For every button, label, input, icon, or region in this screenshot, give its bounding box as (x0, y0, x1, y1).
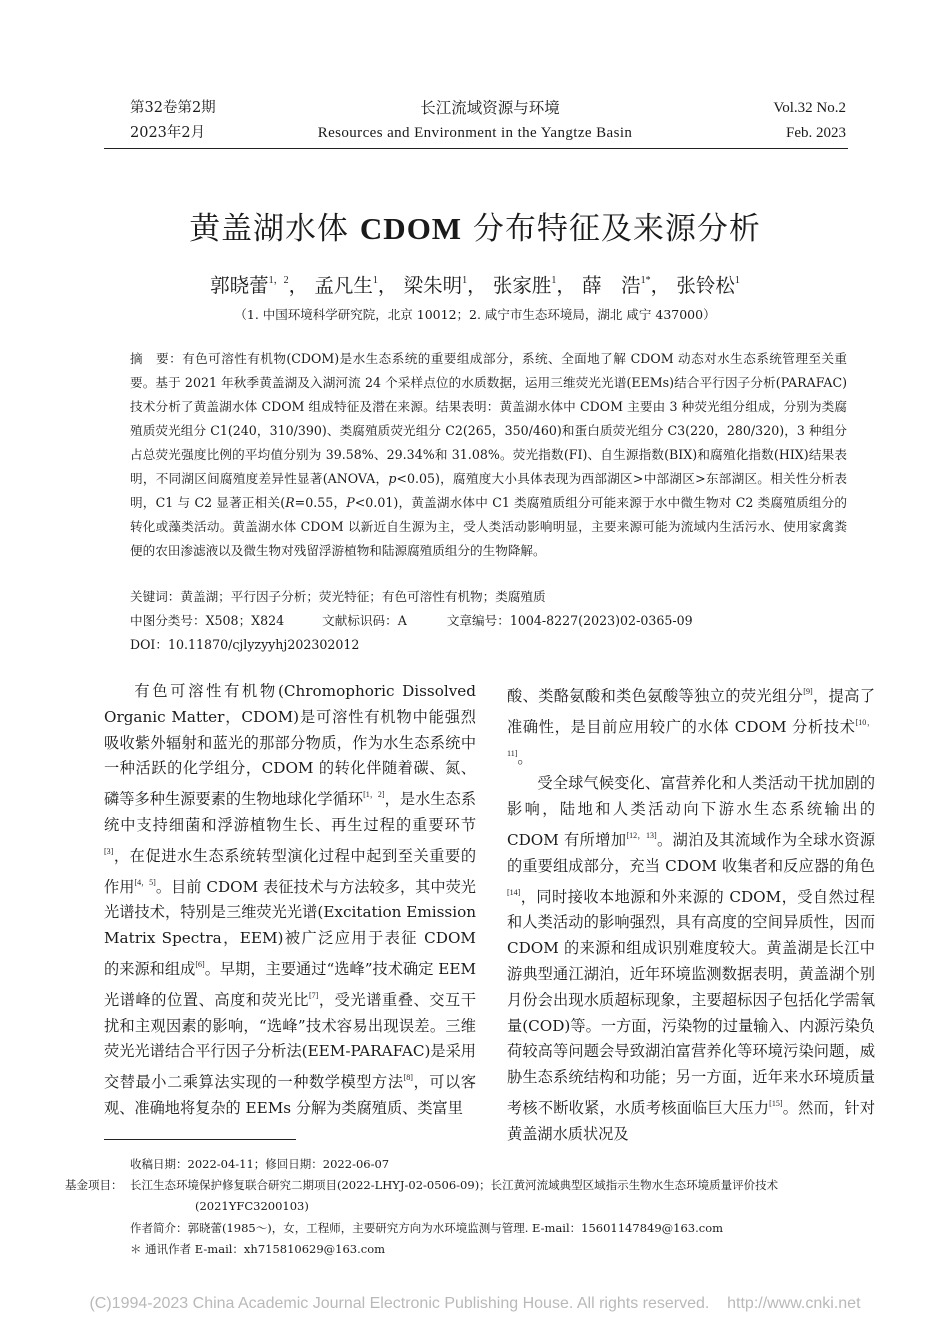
footnote-rule (104, 1139, 296, 1140)
author: 薛 浩$^{1*}$， (582, 274, 671, 297)
doi-value[interactable]: 10.11870/cjlyzyyhj202302012 (168, 637, 360, 652)
header-journal-cn: 长江流域资源与环境 (420, 99, 560, 117)
footnote-fund: 基金项目： 长江生态环境保护修复联合研究二期项目(2022-LHYJ-02-0506-09)；长江黄河流域典型区域指示生物水生态环境质量评价技术(2021YFC3200103) (65, 1178, 779, 1213)
citation[interactable]: [15] (769, 1098, 783, 1108)
citation[interactable]: [9] (803, 687, 813, 696)
footnote-corresponding: ＊ 通讯作者 E-mail：xh715810629@163.com (130, 1242, 386, 1256)
citation[interactable]: [14] (507, 887, 521, 897)
title-part-1: 黄盖湖水体 (189, 211, 360, 247)
corresponding-email[interactable]: xh715810629@163.com (243, 1242, 386, 1256)
citation[interactable]: [12，13] (626, 830, 657, 840)
doi: DOI：10.11870/cjlyzyyhj202302012 (130, 637, 360, 652)
header-journal-en: Resources and Environment in the Yangtze Basin (317, 125, 633, 141)
citation[interactable]: [10，11] (507, 717, 875, 758)
citation[interactable]: [7] (309, 990, 319, 1000)
title-part-2: CDOM (359, 211, 463, 246)
author: 郭晓蕾$^{1,2}$， (210, 274, 309, 297)
header-rule (104, 148, 848, 149)
classification: 中图分类号：X508；X824 文献标识码：A 文章编号：1004-8227(2023)02-0365-09 (130, 613, 693, 628)
keywords: 关键词：黄盖湖；平行因子分析；荧光特征；有色可溶性有机物；类腐殖质 (130, 589, 546, 604)
citation[interactable]: [8] (403, 1073, 413, 1083)
author: 张铃松$^1$ (676, 274, 740, 297)
paragraph: 酸、类酪氨酸和类色氨酸等独立的荧光组分[9]，提高了准确性，是目前应用较广的水体 CDOM 分析技术[10，11]。 (507, 687, 876, 767)
title-part-3: 分布特征及来源分析 (462, 211, 761, 247)
paragraph: 有色可溶性有机物(Chromophoric Dissolved Organic Matter，CDOM)是可溶性有机物中能强烈吸收紫外辐射和蓝光的那部分物质，作为水生态系统中一种活跃的化学组分，CDOM 的转化伴随着碳、氮、磷等多种生源要素的生物地球化学循环[1，2]，是水生态系统中支持细菌和浮游植物生长、再生过程的重要环节[3]，在促进水生态系统转型演化过程中起到至关重要的作用[4，5]。目前 CDOM 表征技术与方法较多，其中荧光光谱技术，特别是三维荧光光谱(Excitation Emission Matrix Spectra，EEM)被广泛应用于表征 CDOM 的来源和组成[6]。早期，主要通过“选峰”技术确定 EEM 光谱峰的位置、高度和荧光比[7]，受光谱重叠、交互干扰和主观因素的影响，“选峰”技术容易出现误差。三维荧光光谱结合平行因子分析法(EEM-PARAFAC)是采用交替最小二乘算法实现的一种数学模型方法[8]，可以客观、准确地将复杂的 EEMs 分解为类腐殖质、类富里 (104, 682, 477, 1117)
footnote-bio: 作者简介：郭晓蕾(1985～)，女，工程师，主要研究方向为水环境监测与管理. E-mail：15601147849@163.com (130, 1221, 724, 1235)
paragraph: 受全球气候变化、富营养化和人类活动干扰加剧的影响，陆地和人类活动向下游水生态系统输出的 CDOM 有所增加[12，13]。湖泊及其流域作为全球水资源的重要组成部分，充当 CDOM 收集者和反应器的角色[14]，同时接收本地源和外来源的 CDOM，受自然过程和人类活动的影响强烈，具有高度的空间异质性，因而 CDOM 的来源和组成识别难度较大。黄盖湖是长江中游典型通江湖泊，近年环境监测数据表明，黄盖湖个别月份会出现水质超标现象，主要超标因子包括化学需氧量(COD)等。一方面，污染物的过量输入、内源污染负荷较高等问题会导致湖泊富营养化等环境污染问题，威胁生态系统结构和功能；另一方面，近年来水环境质量考核不断收紧，水质考核面临巨大压力[15]。然而，针对黄盖湖水质状况及 (507, 774, 876, 1143)
article-title (0, 203, 950, 248)
affiliation: （1. 中国环境科学研究院，北京 10012；2. 咸宁市生态环境局，湖北 咸宁 437000） (234, 307, 716, 322)
header-date-cn: 2023年2月 (130, 125, 206, 141)
author: 梁朱明$^1$， (403, 274, 487, 297)
body-right-column (507, 679, 875, 1148)
header-volume-cn: 第32卷第2期 (130, 100, 216, 116)
citation[interactable]: [6] (195, 959, 205, 969)
citation[interactable]: [4，5] (134, 877, 156, 887)
body-left-column (104, 679, 476, 1122)
citation[interactable]: [3] (104, 846, 114, 856)
copyright-notice: (C)1994-2023 China Academic Journal Electronic Publishing House. All rights reserved. http://www.cnki.net (89, 1295, 861, 1312)
header-date-en: Feb. 2023 (786, 125, 846, 141)
author-list (0, 270, 950, 298)
header-volume-en: Vol.32 No.2 (773, 100, 846, 116)
citation[interactable]: [1，2] (363, 790, 385, 800)
abstract-label: 摘 要： (130, 351, 183, 366)
author: 孟凡生$^1$， (314, 274, 398, 297)
footnote-received: 收稿日期：2022-04-11；修回日期：2022-06-07 (130, 1157, 390, 1171)
keywords-label: 关键词： (130, 589, 181, 604)
author: 张家胜$^1$， (492, 274, 576, 297)
abstract: 摘 要：有色可溶性有机物(CDOM)是水生态系统的重要组成部分，系统、全面地了解 CDOM 动态对水生态系统管理至关重要。基于 2021 年秋季黄盖湖及入湖河流 24 个采样点位的水质数据，运用三维荧光光谱(EEMs)结合平行因子分析(PARAFAC)技术分析了黄盖湖水体 CDOM 组成特征及潜在来源。结果表明：黄盖湖水体中 CDOM 主要由 3 种荧光组分组成，分别为类腐殖质荧光组分 C1(240，310/390)、类腐殖质荧光组分 C2(265，350/460)和蛋白质荧光组分 C3(220，280/320)，3 种组分占总荧光强度比例的平均值分别为 39.58%、29.34%和 31.08%。荧光指数(FI)、自生源指数(BIX)和腐殖化指数(HIX)结果表明，不同湖区间腐殖度差异性显著(ANOVA，p<0.05)，腐殖度大小具体表现为西部湖区>中部湖区>东部湖区。相关性分析表明，C1 与 C2 显著正相关(R=0.55，P<0.01)，黄盖湖水体中 C1 类腐殖质组分可能来源于水中微生物对 C2 类腐殖质组分的转化或藻类活动。黄盖湖水体 CDOM 以新近自生源为主，受人类活动影响明显，主要来源可能为流域内生活污水、使用家禽粪便的农田渗滤液以及微生物对残留浮游植物和陆源腐殖质组分的生物降解。 (130, 351, 847, 558)
